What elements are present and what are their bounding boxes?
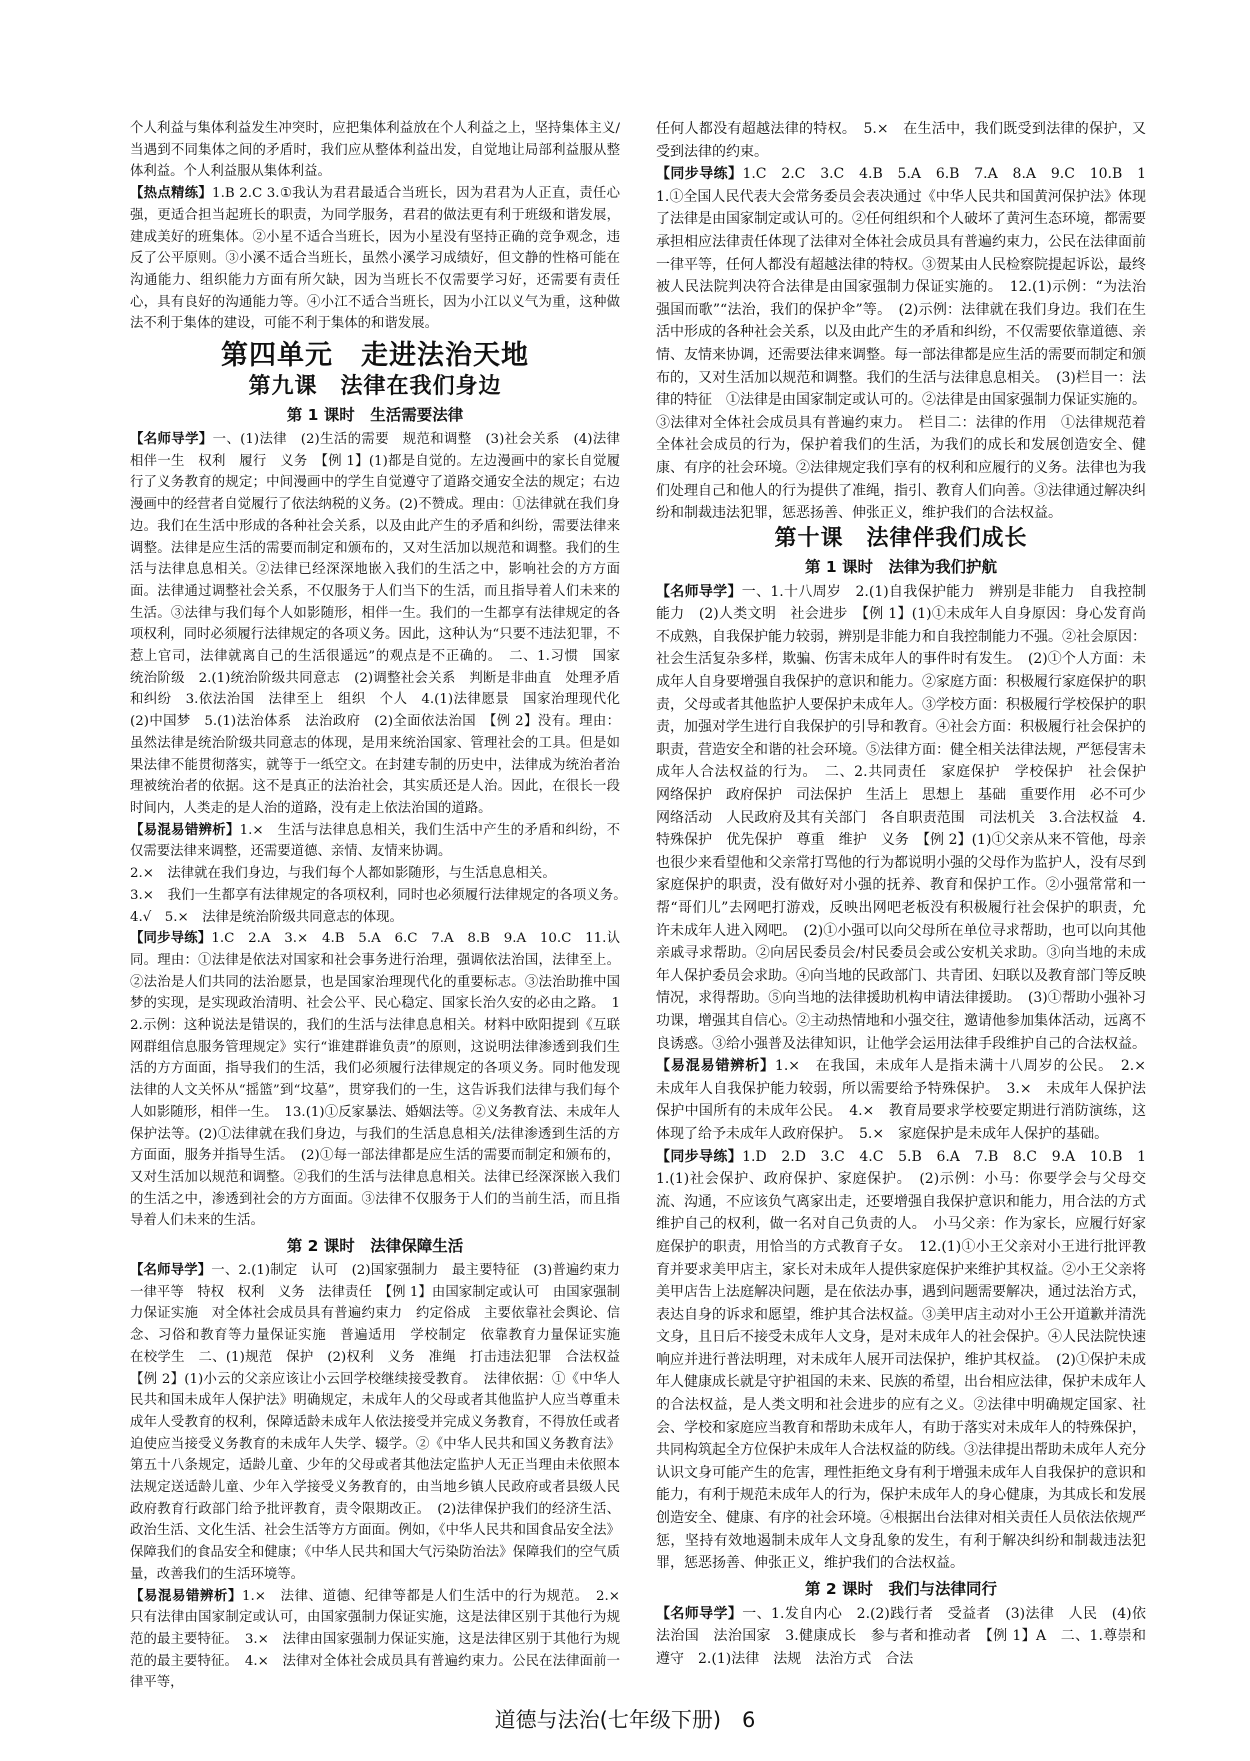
hot-practice-label: 【热点精练】 bbox=[130, 185, 213, 202]
right-column bbox=[656, 118, 1160, 1671]
error-label-3: 【易混易错辨析】 bbox=[656, 1058, 775, 1075]
error-text-1b: 2.× 法律就在我们身边，与我们每个人都如影随形，与生活息息相关。 bbox=[130, 866, 556, 882]
error-paragraph-2 bbox=[130, 1586, 634, 1695]
error-text-1c: 3.× 我们一生都享有法律规定的各项权利，同时也必须履行法律规定的各项义务。 4.√ 5.× 法律是统治阶级共同意志的体现。 bbox=[130, 887, 634, 925]
sync-paragraph-1 bbox=[130, 928, 620, 1232]
lesson-10-period-1-title: 第 1 课时 法律为我们护航 bbox=[804, 557, 998, 576]
lesson-10-title: 第十课 法律伴我们成长 bbox=[774, 525, 1028, 551]
sync-label-3: 【同步导练】 bbox=[656, 1148, 743, 1165]
error-paragraph-3 bbox=[656, 1055, 1160, 1145]
guide-label-3: 【名师导学】 bbox=[656, 583, 742, 600]
sync-text-3: 1.D 2.D 3.C 4.C 5.B 6.A 7.B 8.C 9.A 10.B 11.(1)社会保护、政府保护、家庭保护。 (2)示例：小马：你要学会与父母交流、沟通，不应该负气离家出走，还要增强自我保护意识和能力，用合法的方式维护自己的权利，做一名对自己负责的人。 小马父亲：作为家长，应履行好家庭保护的职责，用恰当的方式教育子女。 12.(1)①小王父亲对小王进行批评教育并要求美甲店主，家长对未成年人提供家庭保护来维护其权益。②小王父亲将美甲店告上法庭解决问题，是在依法办事，遇到问题需要解决，通过法治方式，表达自身的诉求和愿望，维护其合法权益。③美甲店主动对小王公开道歉并清洗文身，且日后不接受未成年人文身，是对未成年人的社会保护。④人民法院快速响应并进行普法明理，对未成年人展开司法保护，维护其权益。 (2)①保护未成年人健康成长就是守护祖国的未来、民族的希望，出台相应法律，保护未成年人的合法权益，是人类文明和社会进步的应有之义。②法律中明确规定国家、社会、学校和家庭应当教育和帮助未成年人，有助于落实对未成年人的特殊保护，共同构筑起全方位保护未成年人合法权益的防线。③法律提出帮助未成年人充分认识文身可能产生的危害，理性拒绝文身有利于增强未成年人自我保护的意识和能力，有利于规范未成年人的行为，保护未成年人的身心健康，为其成长和发展创造安全、健康、有序的社会环境。④根据出台法律对相关责任人员依法依规严惩，坚持有效地遏制未成年人文身乱象的发生，有利于解决纠纷和制裁违法犯罪，惩恶扬善、伸张正义，维护我们的合法权益。 bbox=[656, 1148, 1146, 1572]
lesson-10-period-2-title: 第 2 课时 我们与法律同行 bbox=[804, 1579, 998, 1598]
guide-paragraph-2 bbox=[130, 1260, 634, 1586]
sync-paragraph-3 bbox=[656, 1146, 1146, 1575]
guide-text-1: 一、(1)法律 (2)生活的需要 规范和调整 (3)社会关系 (4)法律 相伴一生 权利 履行 义务 【例 1】(1)都是自觉的。左边漫画中的家长自觉履行了义务教育的规定；中间漫画中的学生自觉遵守了道路交通安全法的规定；右边漫画中的经营者自觉履行了依法纳税的义务。(2)不赞成。理由：①法律就在我们身边。我们在生活中形成的各种社会关系，以及由此产生的矛盾和纠纷，需要法律来调整。法律是应生活的需要而制定和颁布的，又对生活加以规范和调整。我们的生活与法律息息相关。②法律已经深深地嵌入我们的生活之中，影响社会的方方面面。法律通过调整社会关系，不仅服务于人们当下的生活，而且指导着人们未来的生活。③法律与我们每个人如影随形，相伴一生。我们的一生都享有法律规定的各项权利，同时必须履行法律规定的各项义务。因此，这种认为“只要不违法犯罪，不惹上官司，法律就离自己的生活很遥远”的观点是不正确的。 二、1.习惯 国家 统治阶级 2.(1)统治阶级共同意志 (2)调整社会关系 判断是非曲直 处理矛盾和纠纷 3.依法治国 法律至上 组织 个人 4.(1)法律愿景 国家治理现代化 (2)中国梦 5.(1)法治体系 法治政府 (2)全面依法治国 【例 2】没有。理由：虽然法律是统治阶级共同意志的体现，是用来统治国家、管理社会的工具。但是如果法律不能贯彻落实，就等于一纸空文。在封建专制的历史中，法律成为统治者治理被统治者的依据。这不是真正的法治社会，其实质还是人治。因此，在很长一段时间内，人类走的是人治的道路，没有走上依法治国的道路。 bbox=[130, 432, 634, 816]
guide-paragraph-3 bbox=[656, 581, 1160, 1055]
lesson-9-title: 第九课 法律在我们身边 bbox=[248, 374, 502, 400]
hot-practice-paragraph bbox=[130, 183, 620, 335]
sync-paragraph-2 bbox=[656, 163, 1146, 525]
sync-text-1: 1.C 2.A 3.× 4.B 5.A 6.C 7.A 8.B 9.A 10.C 11.认同。理由：①法律是依法对国家和社会事务进行治理，强调依法治国，法律至上。②法治是人们共同的法治愿景，也是国家治理现代化的重要标志。③法治助推中国梦的实现，是实现政治清明、社会公平、民心稳定、国家长治久安的必由之路。 12.示例：这种说法是错误的，我们的生活与法律息息相关。材料中欧阳提到《互联网群组信息服务管理规定》实行“谁建群谁负责”的原则，这说明法律渗透到我们生活的方方面面，指导我们的生活，我们必须履行法律规定的各项义务。同时他发现法律的人文关怀从“摇篮”到“坟墓”，贯穿我们的一生，这告诉我们法律与我们每个人如影随形，相伴一生。 13.(1)①反家暴法、婚姻法等。②义务教育法、未成年人保护法等。(2)①法律就在我们身边，与我们的生活息息相关/法律渗透到生活的方方面面，服务并指导生活。 (2)①每一部法律都是应生活的需要而制定和颁布的，又对生活加以规范和调整。②我们的生活与法律息息相关。法律已经深深嵌入我们的生活之中，渗透到社会的方方面面。③法律不仅服务于人们的当前生活，而且指导着人们未来的生活。 bbox=[130, 931, 620, 1229]
error-label-2: 【易混易错辨析】 bbox=[130, 1587, 243, 1604]
sync-label-1: 【同步导练】 bbox=[130, 930, 212, 947]
guide-paragraph-4 bbox=[656, 1603, 1146, 1671]
continued-paragraph: 任何人都没有超越法律的特权。 5.× 在生活中，我们既受到法律的保护，又受到法律的约束。 bbox=[656, 121, 1146, 160]
sync-label-2: 【同步导练】 bbox=[656, 166, 743, 183]
lesson-9-period-2-title: 第 2 课时 法律保障生活 bbox=[286, 1237, 464, 1256]
guide-text-4: 一、1.发自内心 2.(2)践行者 受益者 (3)法律 人民 (4)依法治国 法治国家 3.健康成长 参与者和推动者 【例 1】A 二、1.尊崇和遵守 2.(1)法律 法规 法治方式 合法 bbox=[656, 1605, 1146, 1667]
error-label-1: 【易混易错辨析】 bbox=[130, 821, 240, 838]
hot-practice-text: 1.B 2.C 3.①我认为君君最适合当班长，因为君君为人正直，责任心强，更适合担当起班长的职责，为同学服务，君君的做法更有利于班级和谐发展，建成美好的班集体。②小星不适合当班长，因为小星没有坚持正确的竞争观念，违反了公平原则。③小溪不适合当班长，虽然小溪学习成绩好，但文静的性格可能在沟通能力、组织能力方面有所欠缺，因为当班长不仅需要学习好，还需要有责任心，具有良好的沟通能力等。④小江不适合当班长，因为小江以义气为重，这种做法不利于集体的建设，可能不利于集体的和谐发展。 bbox=[130, 186, 620, 332]
page-footer: 道德与法治(七年级下册) 6 bbox=[494, 1708, 756, 1732]
lesson-9-period-1-title: 第 1 课时 生活需要法律 bbox=[286, 406, 464, 425]
intro-paragraph: 个人利益与集体利益发生冲突时，应把集体利益放在个人利益之上，坚持集体主义/当遇到不同集体之间的矛盾时，我们应从整体利益出发，自觉地让局部利益服从整体利益。个人利益服从集体利益。 bbox=[130, 121, 620, 180]
guide-text-2: 一、2.(1)制定 认可 (2)国家强制力 最主要特征 (3)普遍约束力 一律平等 特权 权利 义务 法律责任 【例 1】由国家制定或认可 由国家强制力保证实施 对全体社会成员具有普遍约束力 约定俗成 主要依靠社会舆论、信念、习俗和教育等力量保证实施 普遍适用 学校制定 依靠教育力量保证实施 在校学生 二、(1)规范 保护 (2)权利 义务 准绳 打击违法犯罪 合法权益 【例 2】(1)小云的父亲应该让小云回学校继续接受教育。 法律依据：①《中华人民共和国未成年人保护法》明确规定，未成年人的父母或者其他监护人应当尊重未成年人受教育的权利，保障适龄未成年人依法接受并完成义务教育，不得放任或者迫使应当接受义务教育的未成年人失学、辍学。②《中华人民共和国义务教育法》第五十八条规定，适龄儿童、少年的父母或者其他法定监护人无正当理由未依照本法规定送适龄儿童、少年入学接受义务教育的，由当地乡镇人民政府或者县级人民政府教育行政部门给予批评教育，责令限期改正。 (2)法律保护我们的经济生活、政治生活、文化生活、社会生活等方方面面。例如，《中华人民共和国食品安全法》保障我们的食品安全和健康；《中华人民共和国大气污染防治法》保障我们的空气质量，改善我们的生活环境等。 bbox=[130, 1263, 634, 1582]
error-text-2: 1.× 法律、道德、纪律等都是人们生活中的行为规范。 2.× 只有法律由国家制定或认可，由国家强制力保证实施，这是法律区别于其他行为规范的最主要特征。 3.× 法律由国家强制力保证实施，这是法律区别于其他行为规范的最主要特征。 4.× 法律对全体社会成员具有普遍约束力。公民在法律面前一律平等， bbox=[130, 1588, 634, 1691]
error-text-1: 1.× 生活与法律息息相关，我们生活中产生的矛盾和纠纷，不仅需要法律来调整，还需要道德、亲情、友情来协调。 bbox=[130, 822, 621, 860]
guide-label-4: 【名师导学】 bbox=[656, 1605, 743, 1622]
guide-text-3: 一、1.十八周岁 2.(1)自我保护能力 辨别是非能力 自我控制能力 (2)人类文明 社会进步 【例 1】(1)①未成年人自身原因：身心发育尚不成熟，自我保护能力较弱，辨别是非能力和自我控制能力不强。②社会原因：社会生活复杂多样，欺骗、伤害未成年人的事件时有发生。 (2)①个人方面：未成年人自身要增强自我保护的意识和能力。②家庭方面：积极履行家庭保护的职责，父母或者其他监护人要保护未成年人。③学校方面：积极履行学校保护的职责，加强对学生进行自我保护的引导和教育。④社会方面：积极履行社会保护的职责，营造安全和谐的社会环境。⑤法律方面：健全相关法律法规，严惩侵害未成年人合法权益的行为。 二、2.共同责任 家庭保护 学校保护 社会保护 网络保护 政府保护 司法保护 生活上 思想上 基础 重要作用 必不可少 网络活动 人民政府及其有关部门 各自职责范围 司法机关 3.合法权益 4.特殊保护 优先保护 尊重 维护 义务 【例 2】(1)①父亲从来不管他，母亲也很少来看望他和父亲常打骂他的行为都说明小强的父母作为监护人，没有尽到家庭保护的职责，没有做好对小强的抚养、教育和保护工作。②小强常常和一帮“哥们儿”去网吧打游戏，反映出网吧老板没有积极履行社会保护的职责，允许未成年人进入网吧。 (2)①小强可以向父母所在单位寻求帮助，也可以向其他亲戚寻求帮助。②向居民委员会/村民委员会或公安机关求助。③向当地的未成年人保护委员会求助。④向当地的民政部门、共青团、妇联以及教育部门等反映情况，求得帮助。⑤向当地的法律援助机构申请法律援助。 (3)①帮助小强补习功课，增强其自信心。②主动热情地和小强交往，邀请他参加集体活动，远离不良诱惑。③给小强普及法律知识，让他学会运用法律手段维护自己的合法权益。 bbox=[656, 583, 1160, 1052]
guide-label-1: 【名师导学】 bbox=[130, 431, 213, 448]
guide-paragraph-1 bbox=[130, 429, 634, 820]
error-paragraph-1 bbox=[130, 820, 620, 863]
guide-label-2: 【名师导学】 bbox=[130, 1262, 212, 1279]
error-text-3: 1.× 在我国，未成年人是指未满十八周岁的公民。 2.× 未成年人自我保护能力较弱，所以需要给予特殊保护。 3.× 未成年人保护法保护中国所有的未成年公民。 4.× 教育局要求学校要定期进行消防演练，这体现了给予未成年人政府保护。 5.× 家庭保护是未成年人保护的基础。 bbox=[656, 1058, 1160, 1142]
sync-text-2: 1.C 2.C 3.C 4.B 5.A 6.B 7.A 8.A 9.C 10.B 11.①全国人民代表大会常务委员会表决通过《中华人民共和国黄河保护法》体现了法律是由国家制定或认可的。②任何组织和个人破坏了黄河生态环境，都需要承担相应法律责任体现了法律对全体社会成员具有普遍约束力，公民在法律面前一律平等，任何人都没有超越法律的特权。③贺某由人民检察院提起诉讼，最终被人民法院判决符合法律是由国家强制力保证实施的。 12.(1)示例：“为法治强国而歌”“法治，我们的保护伞”等。 (2)示例：法律就在我们身边。我们在生活中形成的各种社会关系，以及由此产生的矛盾和纠纷，不仅需要依靠道德、亲情、友情来协调，还需要法律来调整。每一部法律都是应生活的需要而制定和颁布的，又对生活加以规范和调整。我们的生活与法律息息相关。 (3)栏目一：法律的特征 ①法律是由国家制定或认可的。②法律是由国家强制力保证实施的。③法律对全体社会成员具有普遍约束力。 栏目二：法律的作用 ①法律规范着全体社会成员的行为，保护着我们的生活，为我们的成长和发展创造安全、健康、有序的社会环境。②法律规定我们享有的权利和应履行的义务。法律也为我们处理自己和他人的行为提供了准绳，指引、教育人们向善。③法律通过解决纠纷和制裁违法犯罪，惩恶扬善、伸张正义，维护我们的合法权益。 bbox=[656, 166, 1146, 522]
left-column bbox=[130, 118, 634, 1694]
unit-title: 第四单元 走进法治天地 bbox=[221, 340, 529, 372]
